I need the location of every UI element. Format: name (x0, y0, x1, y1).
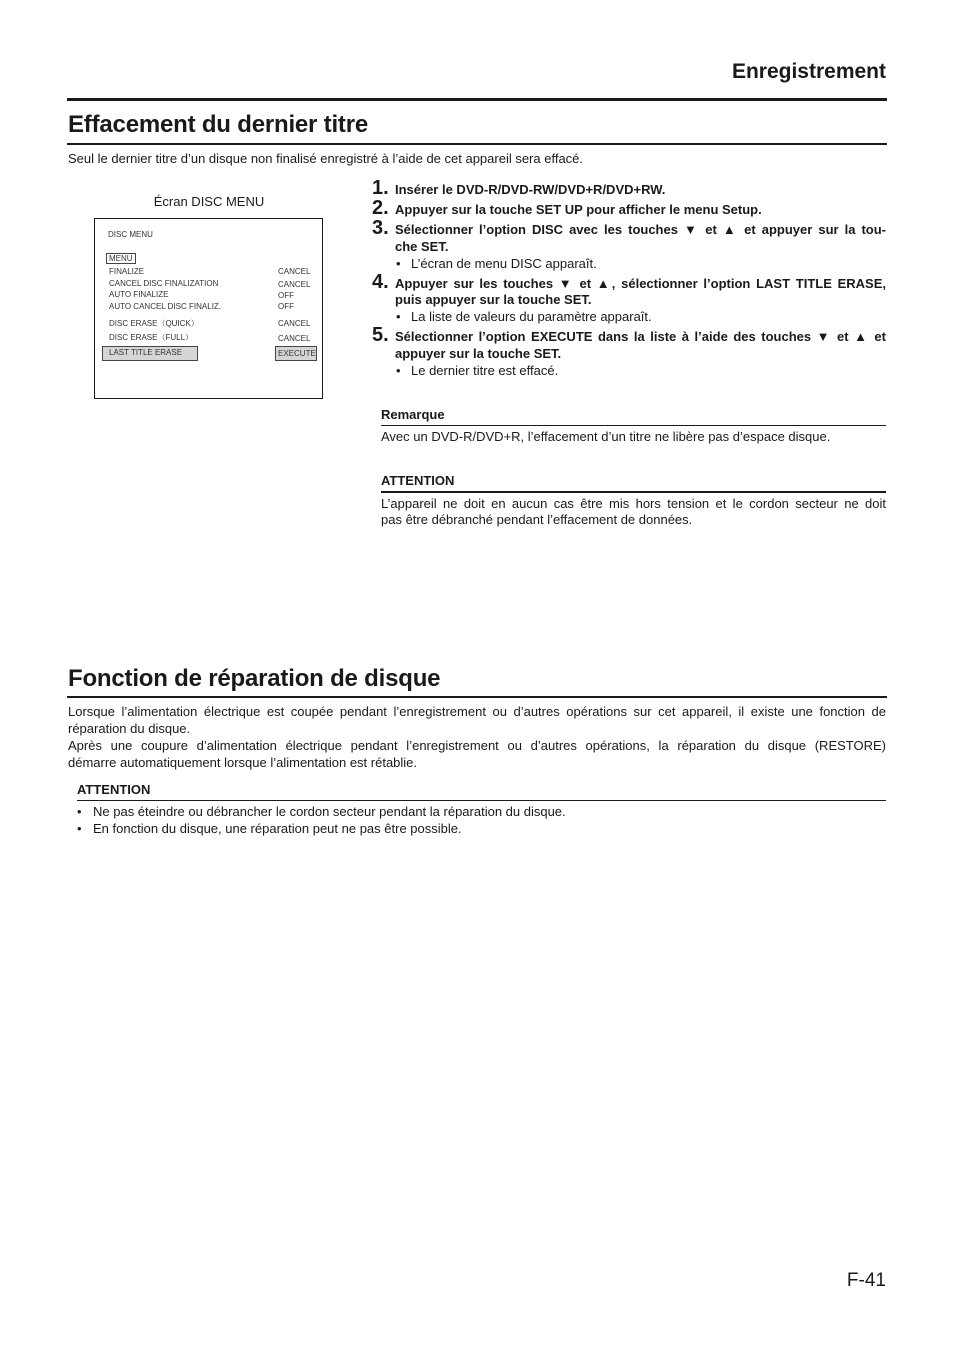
step-bullet-text: L’écran de menu DISC apparaît. (411, 256, 597, 271)
menu-row-label: DISC ERASE（FULL） (109, 333, 194, 342)
bullet-dot: • (396, 309, 401, 324)
figure-caption: Écran DISC MENU (153, 194, 265, 209)
step-text: appuyer sur la touche SET. (395, 346, 562, 361)
step-text: Sélectionner l’option EXECUTE dans la liste à l’aide des touches ▼ et ▲ et (395, 329, 886, 344)
attention-title: ATTENTION (381, 473, 455, 488)
step-bullet (396, 255, 597, 272)
menu-row-value: CANCEL (278, 267, 311, 276)
section2-para-line: réparation du disque. (68, 721, 191, 736)
step-text: Sélectionner l’option DISC avec les touches ▼ et ▲ et appuyer sur la tou- (395, 222, 886, 237)
screen-title: DISC MENU (108, 230, 153, 239)
attention2-title: ATTENTION (77, 782, 151, 797)
attention2-bullet-text: En fonction du disque, une réparation peut ne pas être possible. (93, 821, 462, 836)
step-text: Insérer le DVD-R/DVD-RW/DVD+R/DVD+RW. (395, 182, 666, 197)
step-bullet (396, 362, 558, 379)
step-text: puis appuyer sur la touche SET. (395, 292, 592, 307)
section1-title-rule (67, 143, 887, 145)
bullet-dot: • (77, 804, 82, 819)
section-label: Enregistrement (731, 60, 886, 83)
step-number: 3. (372, 217, 389, 239)
page-number: F-41 (846, 1270, 886, 1291)
menu-row-value: OFF (278, 302, 294, 311)
menu-row-label: FINALIZE (109, 267, 145, 276)
menu-tab: MENU (106, 253, 136, 264)
menu-row-label: AUTO FINALIZE (109, 290, 169, 299)
execute-box (275, 346, 317, 361)
bullet-dot: • (396, 256, 401, 271)
step-number: 1. (372, 177, 389, 199)
header-rule (67, 98, 887, 101)
menu-row-value: EXECUTE (278, 349, 316, 358)
remarque-rule (381, 425, 886, 426)
attention2-rule (77, 800, 886, 801)
section2-para-line: Après une coupure d’alimentation électrique pendant l’enregistrement ou d’autres opérations, la réparation du disque (RESTORE) (68, 738, 886, 753)
menu-row-value: CANCEL (278, 319, 311, 328)
menu-row-label: AUTO CANCEL DISC FINALIZ. (109, 302, 222, 311)
step-text: Appuyer sur les touches ▼ et ▲, sélectionner l’option LAST TITLE ERASE, (395, 276, 886, 291)
attention2-bullet-text: Ne pas éteindre ou débrancher le cordon secteur pendant la réparation du disque. (93, 804, 566, 819)
bullet-dot: • (396, 363, 401, 378)
section2-para-line: Lorsque l’alimentation électrique est coupée pendant l’enregistrement ou d’autres opérations sur cet appareil, il existe une fonction de (68, 704, 886, 719)
step-text: Appuyer sur la touche SET UP pour afficher le menu Setup. (395, 202, 762, 217)
section2-title: Fonction de réparation de disque (68, 665, 441, 692)
menu-row-value: OFF (278, 291, 294, 300)
menu-row-label: DISC ERASE（QUICK） (109, 319, 199, 328)
step-text: che SET. (395, 239, 449, 254)
section1-intro: Seul le dernier titre d’un disque non finalisé enregistré à l’aide de cet appareil sera effacé. (68, 151, 584, 166)
step-bullet-text: Le dernier titre est effacé. (411, 363, 559, 378)
highlight-row-box (102, 346, 198, 361)
menu-row-label: CANCEL DISC FINALIZATION (109, 279, 219, 288)
attention-text-line: pas être débranché pendant l’effacement de données. (381, 512, 693, 527)
section2-para-line: démarre automatiquement lorsque l’alimentation est rétablie. (68, 755, 418, 770)
remarque-text: Avec un DVD-R/DVD+R, l’effacement d’un titre ne libère pas d’espace disque. (381, 429, 831, 444)
section2-title-rule (67, 696, 887, 698)
step-bullet (396, 308, 652, 325)
menu-row-label: LAST TITLE ERASE (109, 348, 183, 357)
step-number: 2. (372, 197, 389, 219)
disc-menu-screen (94, 218, 323, 399)
attention-text-line: L’appareil ne doit en aucun cas être mis hors tension et le cordon secteur ne doit (381, 496, 886, 511)
step-number: 4. (372, 271, 389, 293)
menu-row-value: CANCEL (278, 280, 311, 289)
step-bullet-text: La liste de valeurs du paramètre apparaît. (411, 309, 652, 324)
bullet-dot: • (77, 821, 82, 836)
section1-title: Effacement du dernier titre (68, 111, 369, 138)
attention2-bullet (77, 803, 566, 820)
attention-rule (381, 491, 886, 493)
remarque-title: Remarque (381, 407, 445, 422)
step-number: 5. (372, 324, 389, 346)
attention2-bullet (77, 820, 462, 837)
menu-row-value: CANCEL (278, 334, 311, 343)
